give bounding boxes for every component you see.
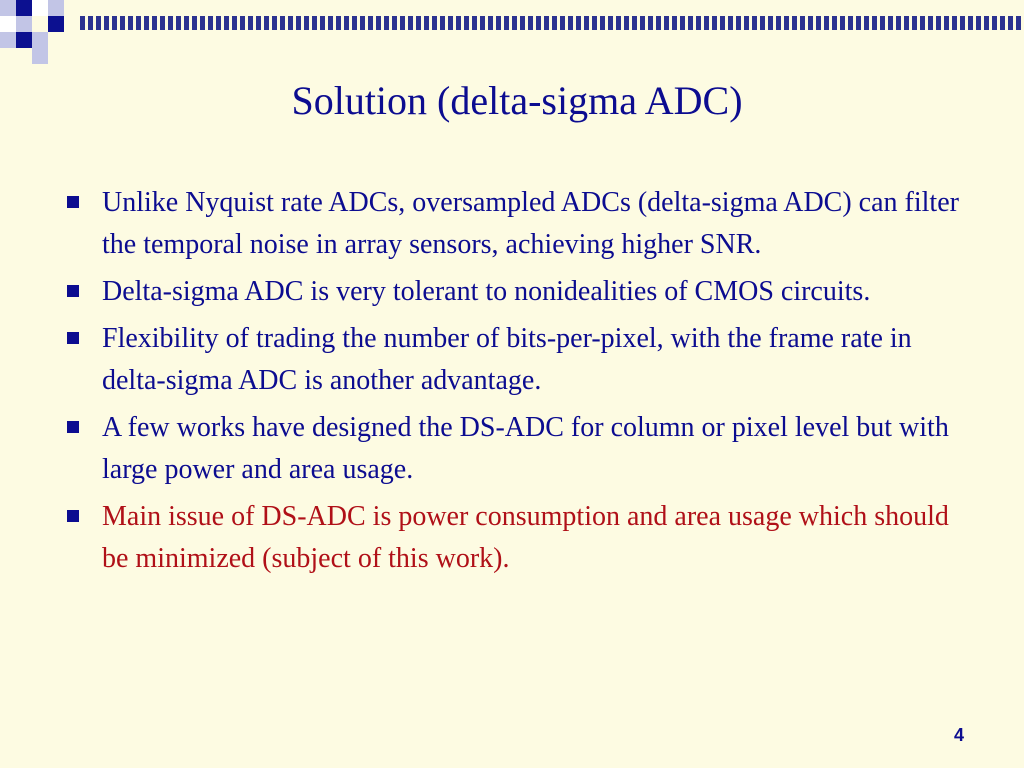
bullet-text: Flexibility of trading the number of bits-per-pixel, with the frame rate in delta-sigma ADC is another advantage. xyxy=(102,323,912,396)
bullet-text: Main issue of DS-ADC is power consumption and area usage which should be minimized (subject of this work). xyxy=(102,501,949,574)
bullet-item xyxy=(64,318,964,402)
bullet-text: A few works have designed the DS-ADC for column or pixel level but with large power and area usage. xyxy=(102,412,949,485)
square-bullet-icon xyxy=(67,510,79,522)
decor-square xyxy=(32,0,48,16)
bullet-text: Delta-sigma ADC is very tolerant to nonidealities of CMOS circuits. xyxy=(102,276,871,307)
decor-square xyxy=(32,32,48,48)
decor-square xyxy=(0,16,16,32)
bullet-text: Unlike Nyquist rate ADCs, oversampled ADCs (delta-sigma ADC) can filter the temporal noise in array sensors, achieving higher SNR. xyxy=(102,187,959,260)
decor-square xyxy=(32,48,48,64)
decor-square xyxy=(0,0,16,16)
decor-square xyxy=(16,16,32,32)
corner-decoration xyxy=(0,0,80,64)
page-number: 4 xyxy=(953,725,964,745)
decor-square xyxy=(16,0,32,16)
decor-square xyxy=(48,16,64,32)
bullet-item-highlight xyxy=(64,496,964,580)
decor-square xyxy=(0,32,16,48)
square-bullet-icon xyxy=(67,196,79,208)
decor-square xyxy=(48,0,64,16)
bullet-list xyxy=(64,182,964,585)
slide-title: Solution (delta-sigma ADC) xyxy=(291,78,743,123)
square-bullet-icon xyxy=(67,285,79,297)
bullet-item xyxy=(64,271,964,313)
square-bullet-icon xyxy=(67,332,79,344)
bullet-item xyxy=(64,407,964,491)
bullet-item xyxy=(64,182,964,266)
header-stripe xyxy=(80,16,1024,30)
square-bullet-icon xyxy=(67,421,79,433)
decor-square xyxy=(16,32,32,48)
